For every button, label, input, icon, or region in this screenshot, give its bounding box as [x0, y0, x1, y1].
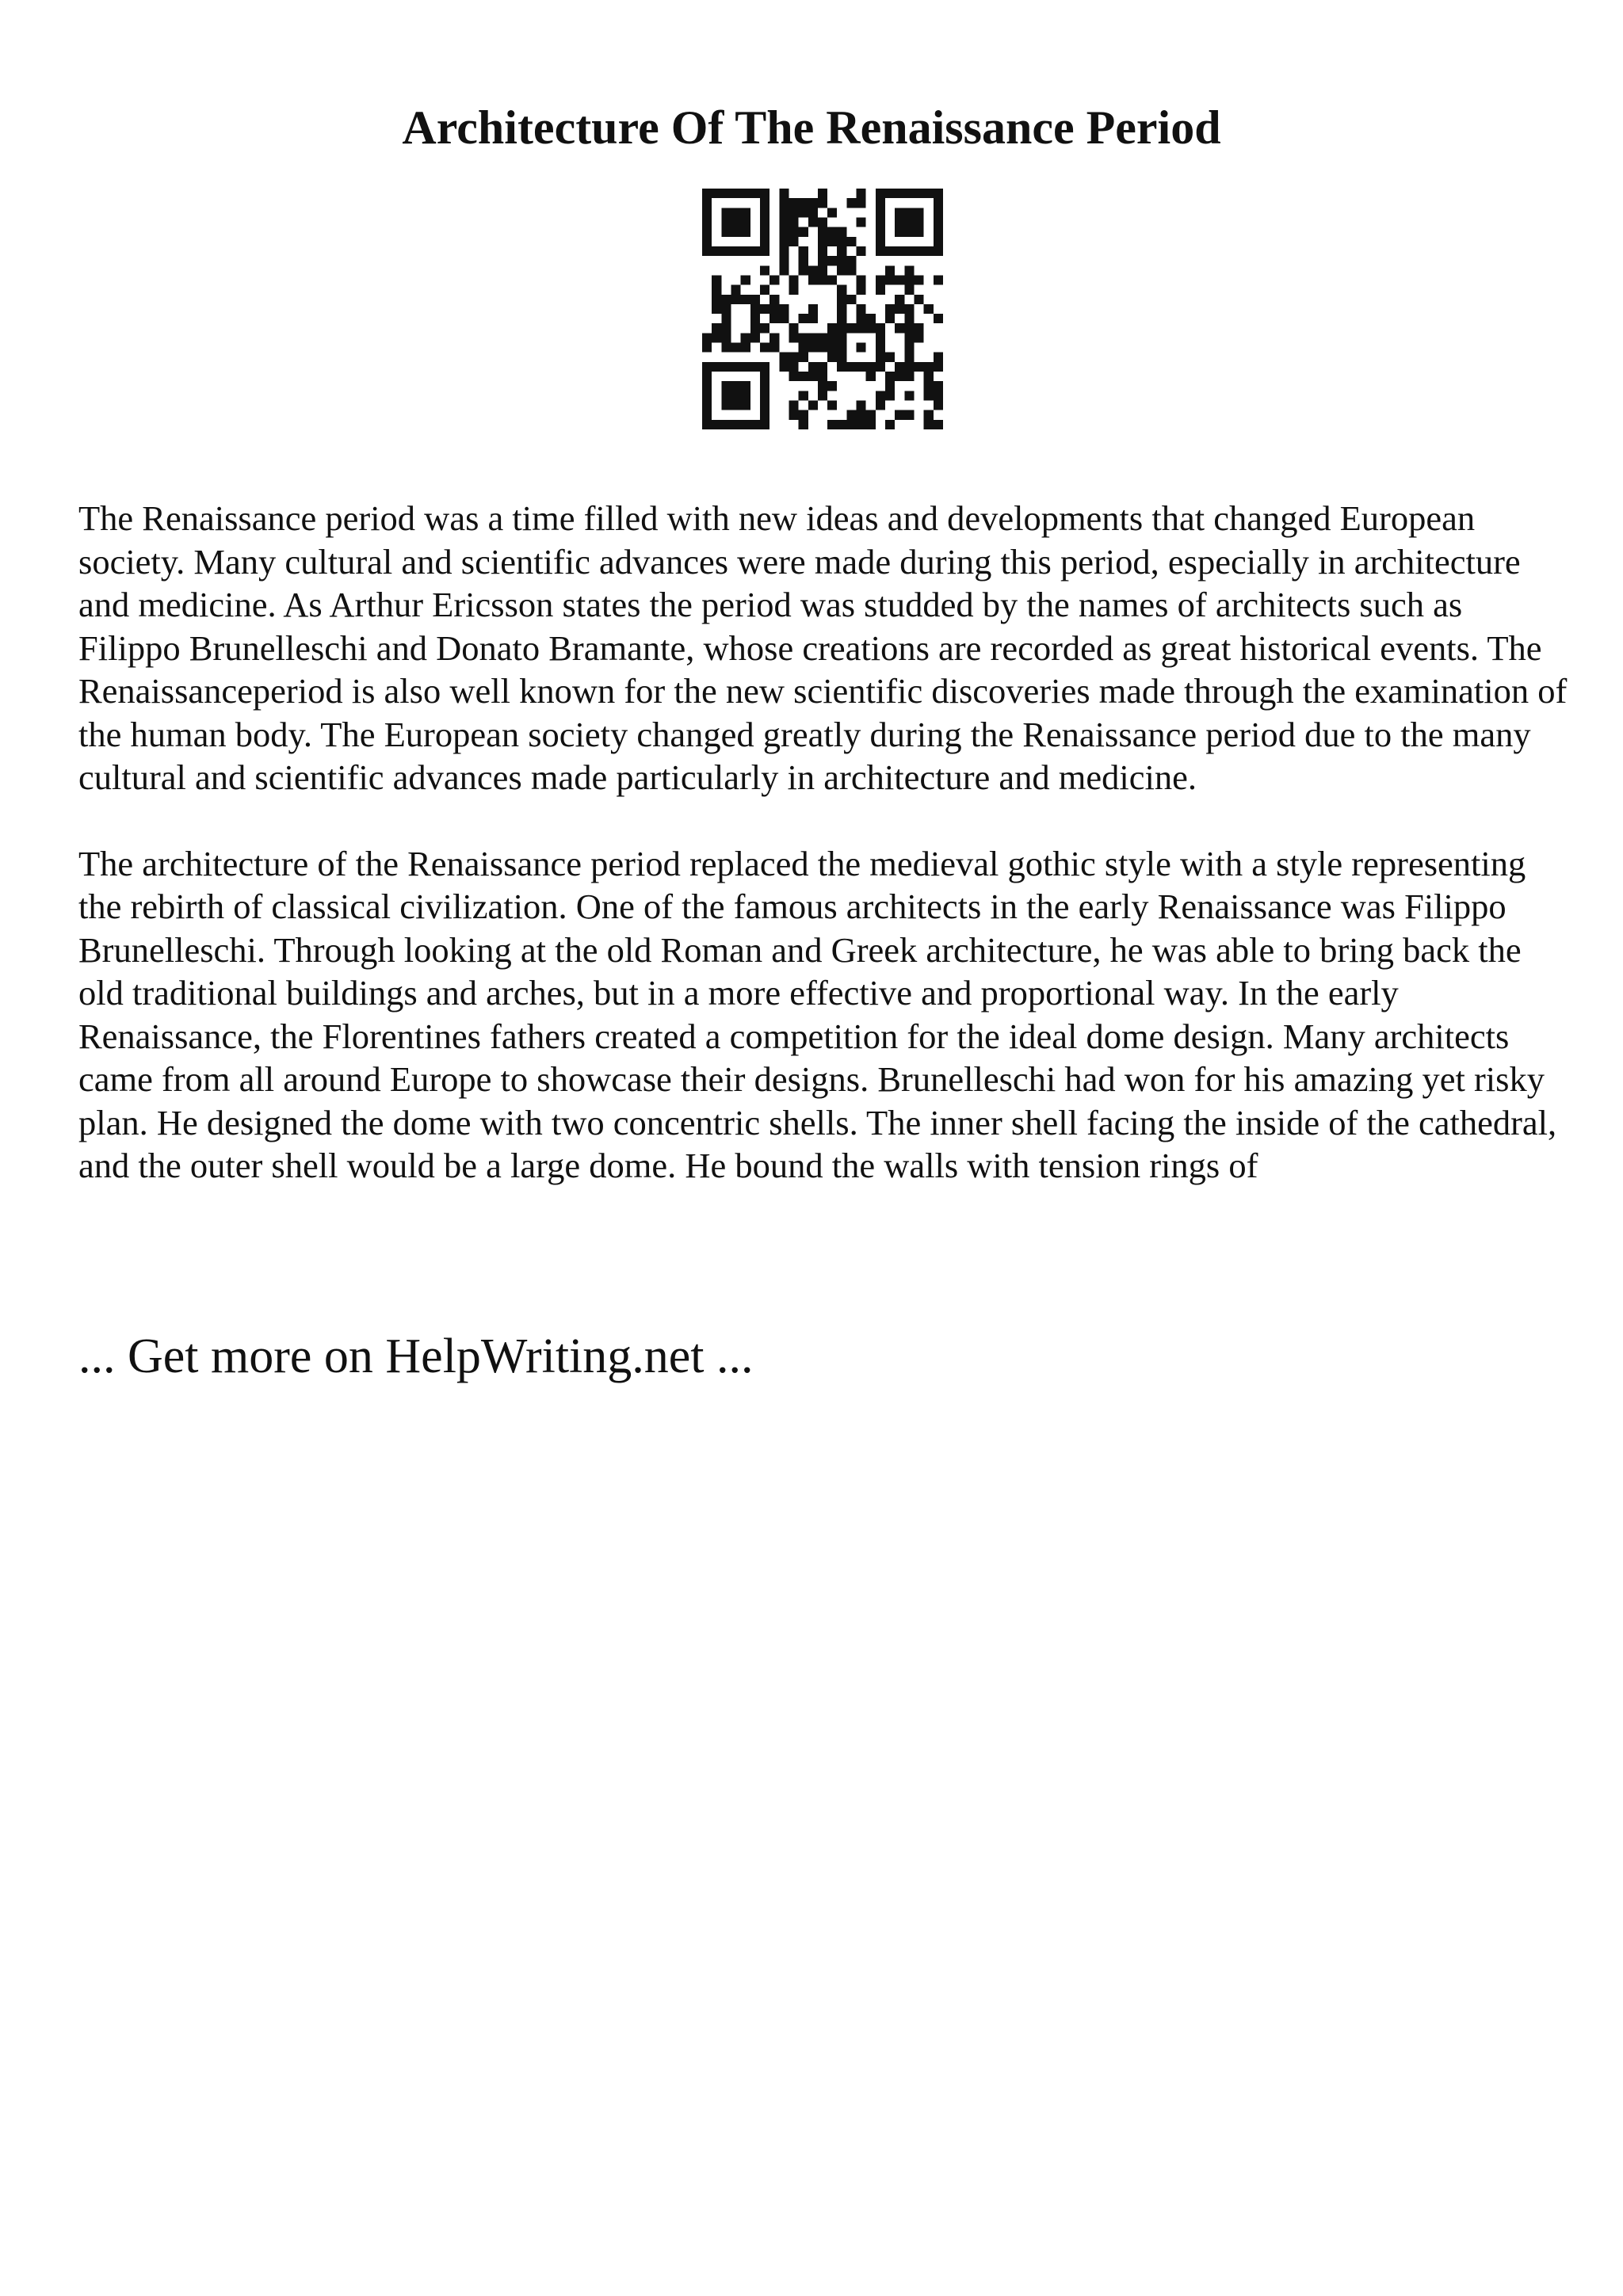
page-title: Architecture Of The Renaissance Period: [402, 101, 1221, 154]
article-body: [78, 497, 1568, 1230]
paragraph: The architecture of the Renaissance period replaced the medieval gothic style with a style representing the rebirth of classical civilization. One of the famous architects in the early Renaissance was Filippo Brunelleschi. Through looking at the old Roman and Greek architecture, he was able to bring back the old traditional buildings and arches, but in a more effective and proportional way. In the early Renaissance, the Florentines fathers created a competition for the ideal dome design. Many architects came from all around Europe to showcase their designs. Brunelleschi had won for his amazing yet risky plan. He designed the dome with two concentric shells. The inner shell facing the inside of the cathedral, and the outer shell would be a large dome. He bound the walls with tension rings of: [78, 843, 1557, 1185]
qr-code-icon[interactable]: [702, 189, 943, 429]
get-more-link[interactable]: ... Get more on HelpWriting.net ...: [78, 1329, 754, 1383]
paragraph: The Renaissance period was a time filled with new ideas and developments that changed European society. Many cultural and scientific advances were made during this period, especially in architecture and medicine. As Arthur Ericsson states the period was studded by the names of architects such as Filippo Brunelleschi and Donato Bramante, whose creations are recorded as great historical events. The Renaissanceperiod is also well known for the new scientific discoveries made through the examination of the human body. The European society changed greatly during the Renaissance period due to the many cultural and scientific advances made particularly in architecture and medicine.: [78, 498, 1568, 797]
